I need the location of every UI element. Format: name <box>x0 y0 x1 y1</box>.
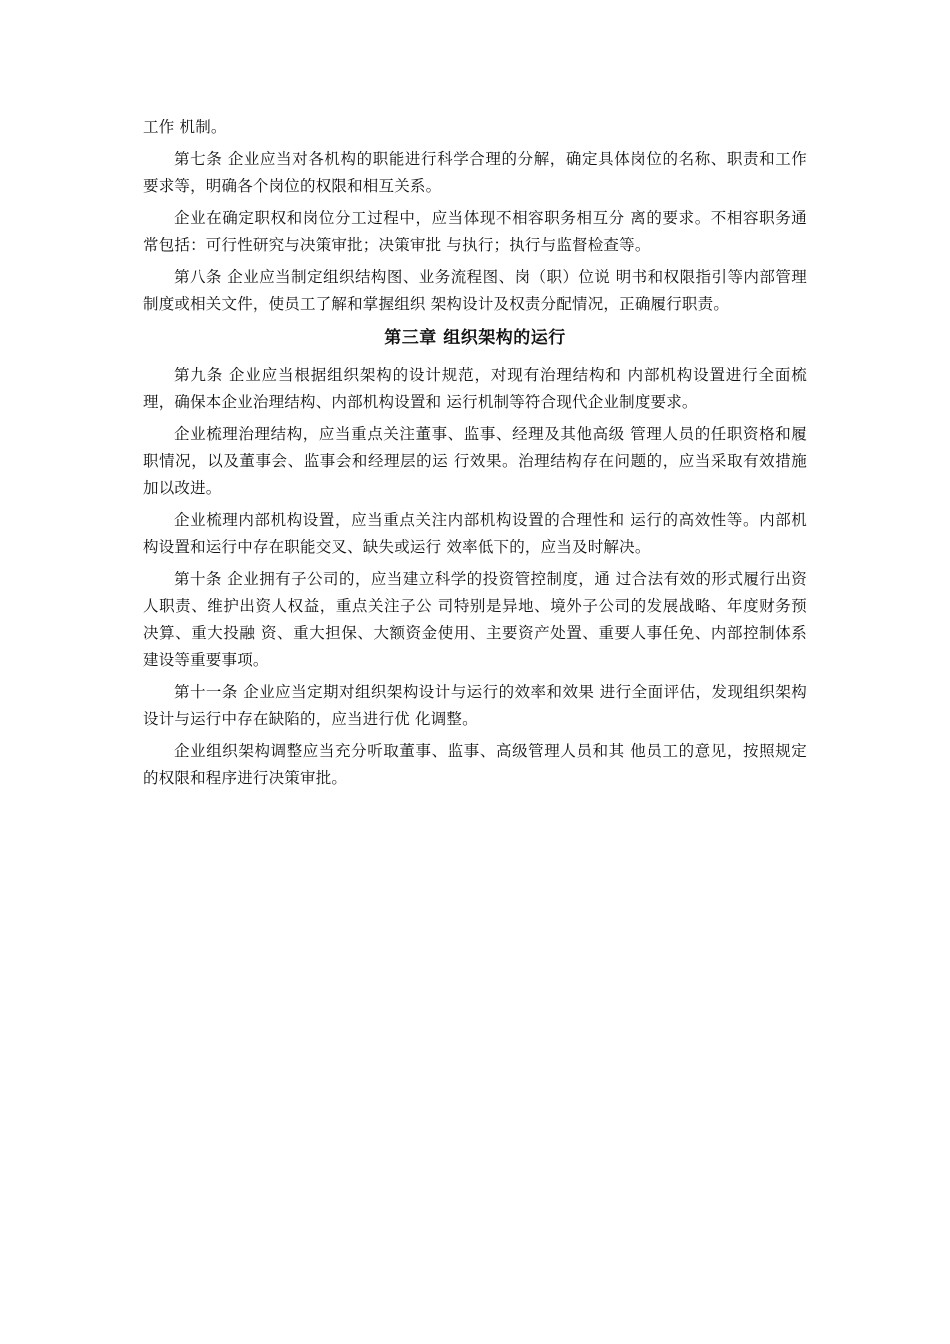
paragraph-article-7: 第七条 企业应当对各机构的职能进行科学合理的分解，确定具体岗位的名称、职责和工作要求等，明确各个岗位的权限和相互关系。 <box>143 150 807 195</box>
paragraph-internal-structure-review: 企业梳理内部机构设置，应当重点关注内部机构设置的合理性和 运行的高效性等。内部机构设置和运行中存在职能交叉、缺失或运行 效率低下的，应当及时解决。 <box>143 511 807 556</box>
chapter-title: 第三章 组织架构的运行 <box>384 328 566 348</box>
paragraph-structure-adjustment: 企业组织架构调整应当充分听取董事、监事、高级管理人员和其 他员工的意见，按照规定的权限和程序进行决策审批。 <box>143 742 807 787</box>
paragraph-governance-review: 企业梳理治理结构，应当重点关注董事、监事、经理及其他高级 管理人员的任职资格和履职情况，以及董事会、监事会和经理层的运 行效果。治理结构存在问题的，应当采取有效措施加以改进。 <box>143 425 807 497</box>
paragraph-article-8: 第八条 企业应当制定组织结构图、业务流程图、岗（职）位说 明书和权限指引等内部管理制度或相关文件，使员工了解和掌握组织 架构设计及权责分配情况，正确履行职责。 <box>143 268 807 313</box>
paragraph-article-10: 第十条 企业拥有子公司的，应当建立科学的投资管控制度，通 过合法有效的形式履行出资人职责、维护出资人权益，重点关注子公 司特别是异地、境外子公司的发展战略、年度财务预决算、重大投融 资、重大担保、大额资金使用、主要资产处置、重要人事任免、内部控制体系建设等重要事项。 <box>143 570 807 669</box>
document-page <box>143 114 807 797</box>
paragraph-article-11: 第十一条 企业应当定期对组织架构设计与运行的效率和效果 进行全面评估，发现组织架构设计与运行中存在缺陷的，应当进行优 化调整。 <box>143 683 807 728</box>
paragraph-incompatible-duties: 企业在确定职权和岗位分工过程中，应当体现不相容职务相互分 离的要求。不相容职务通常包括：可行性研究与决策审批；决策审批 与执行；执行与监督检查等。 <box>143 209 807 254</box>
paragraph-article-9: 第九条 企业应当根据组织架构的设计规范，对现有治理结构和 内部机构设置进行全面梳理，确保本企业治理结构、内部机构设置和 运行机制等符合现代企业制度要求。 <box>143 366 807 411</box>
paragraph-continuation: 工作 机制。 <box>143 118 227 136</box>
